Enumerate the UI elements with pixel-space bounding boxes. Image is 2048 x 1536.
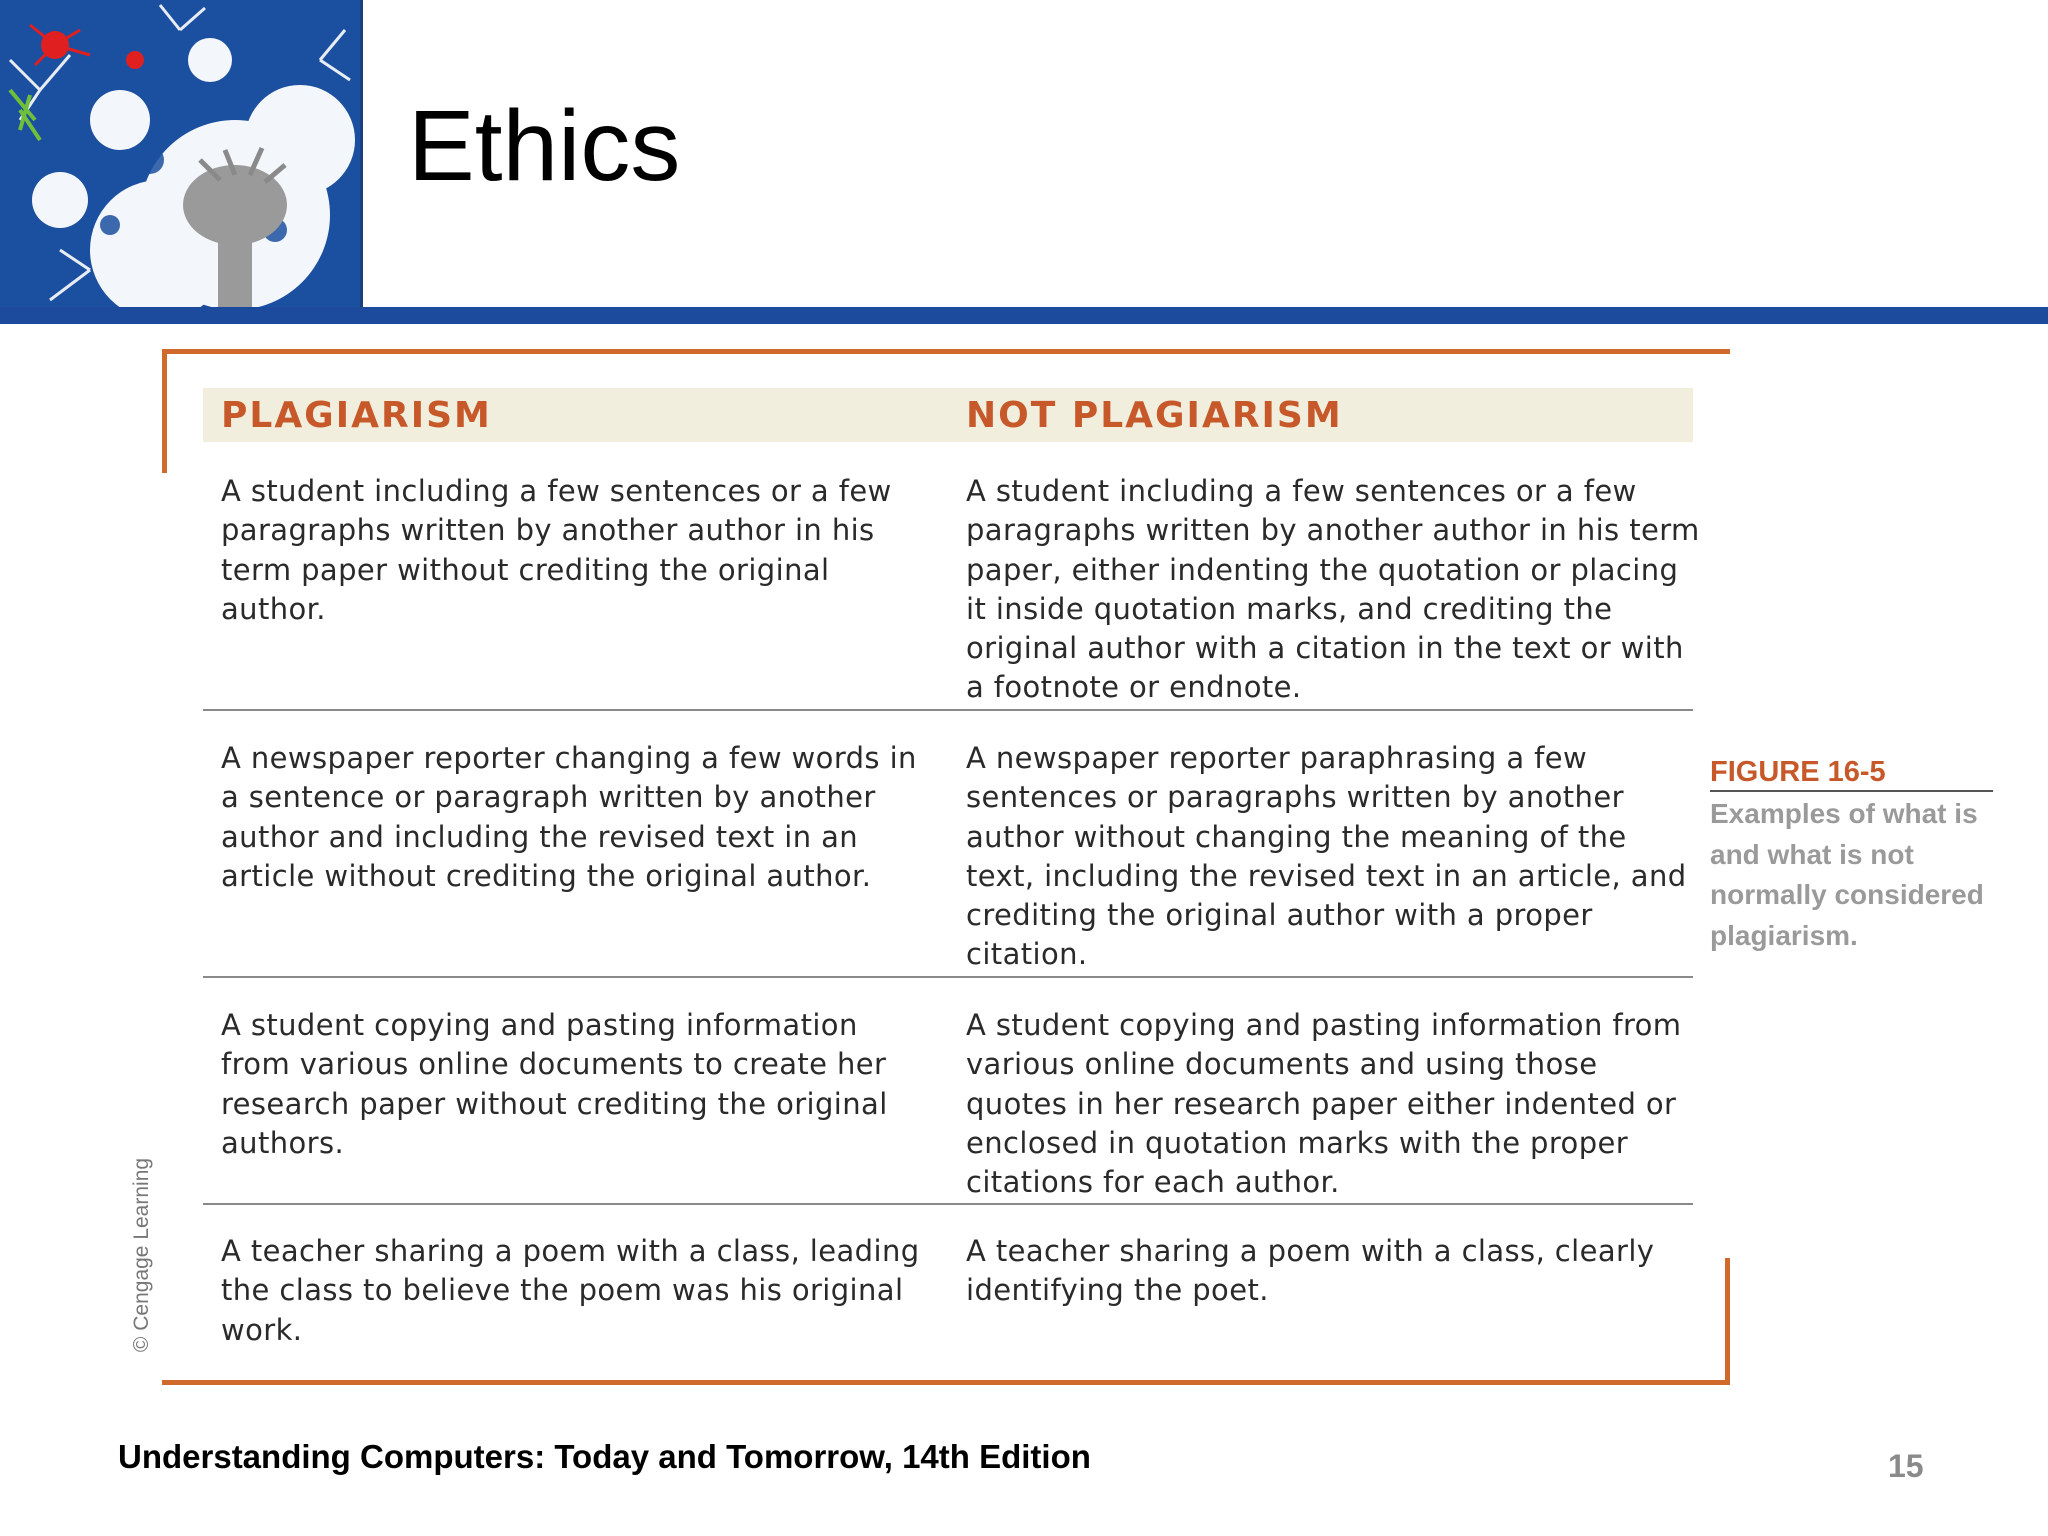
figure-label-rule <box>1710 790 1993 792</box>
table-cell-not-plagiarism-4: A teacher sharing a poem with a class, clearly identifying the poet. <box>966 1234 1655 1308</box>
row-divider <box>203 709 1693 711</box>
table-cell-not-plagiarism-1: A student including a few sentences or a few paragraphs written by another author in his term paper, either indenting the quotation or placing it inside quotation marks, and crediting the original author with a citation in the text or with a footnote or endnote. <box>966 474 1700 705</box>
table-cell-not-plagiarism-2: A newspaper reporter paraphrasing a few sentences or paragraphs written by another author without changing the meaning of the text, including the revised text in an article, and crediting the original author with a proper citation. <box>966 741 1687 972</box>
table-cell-plagiarism-4: A teacher sharing a poem with a class, leading the class to believe the poem was his original work. <box>221 1234 920 1347</box>
page-number: 15 <box>1888 1448 1924 1484</box>
figure-frame-left <box>162 349 167 473</box>
figure-label: FIGURE 16-5 <box>1710 756 1886 788</box>
figure-frame-right <box>1725 1258 1730 1385</box>
table-cell-plagiarism-2: A newspaper reporter changing a few words in a sentence or paragraph written by another author and including the revised text in an article without crediting the original author. <box>221 741 917 893</box>
column-header-not-plagiarism: NOT PLAGIARISM <box>966 395 1343 436</box>
table-cell-not-plagiarism-3: A student copying and pasting information from various online documents and using those quotes in her research paper either indented or enclosed in quotation marks with the proper citations for each author. <box>966 1008 1682 1200</box>
logo-divider <box>360 0 363 310</box>
table-cell-plagiarism-3: A student copying and pasting information from various online documents to create her research paper without crediting the original authors. <box>221 1008 888 1160</box>
header-bar <box>0 307 2048 324</box>
slide-title: Ethics <box>408 90 681 202</box>
figure-frame-bottom <box>162 1380 1730 1385</box>
row-divider <box>203 976 1693 978</box>
figure-frame-top <box>162 349 1730 354</box>
dandelion-logo-icon <box>0 0 360 310</box>
footer-text: Understanding Computers: Today and Tomorrow, 14th Edition <box>118 1438 1091 1475</box>
column-header-plagiarism: PLAGIARISM <box>221 395 492 436</box>
copyright-credit: © Cengage Learning <box>130 1157 153 1353</box>
figure-caption: Examples of what is and what is not normally considered plagiarism. <box>1710 798 1984 951</box>
row-divider <box>203 1203 1693 1205</box>
table-cell-plagiarism-1: A student including a few sentences or a few paragraphs written by another author in his term paper without crediting the original author. <box>221 474 892 626</box>
